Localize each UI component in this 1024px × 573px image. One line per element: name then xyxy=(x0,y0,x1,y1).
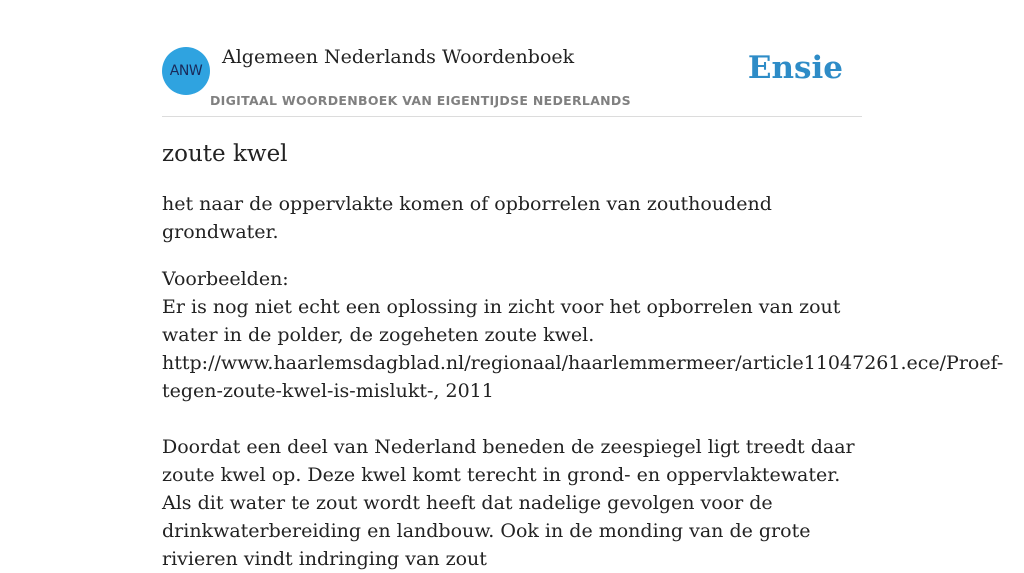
ensie-brand-logo[interactable]: Ensie xyxy=(747,50,843,86)
anw-logo[interactable] xyxy=(162,47,210,95)
example-text: Er is nog niet echt een oplossing in zicht voor het opborrelen van zout water in de polder, de zogeheten zoute kwel. xyxy=(162,296,841,346)
example-text: Doordat een deel van Nederland beneden de zeespiegel ligt treedt daar zoute kwel op. Deze kwel komt terecht in grond- en oppervlaktewater. Als dit water te zout wordt heeft dat nadelige gevolgen voor de drinkwaterbereiding en landbouw. Ook in de monding van de grote rivieren vindt indringing van zout xyxy=(162,436,855,570)
entry-title: zoute kwel xyxy=(162,141,288,167)
entry-definition: het naar de oppervlakte komen of opborrelen van zouthoudend grondwater. xyxy=(162,193,772,243)
site-title[interactable]: Algemeen Nederlands Woordenboek xyxy=(222,46,575,68)
site-subtitle: DIGITAAL WOORDENBOEK VAN EIGENTIJDSE NEDERLANDS xyxy=(210,93,631,108)
logo-text: ANW xyxy=(169,63,203,79)
site-header xyxy=(162,0,862,117)
spacer xyxy=(162,405,862,433)
example-source-url-continued: tegen-zoute-kwel-is-mislukt-, 2011 xyxy=(162,380,494,402)
entry-content xyxy=(162,138,1004,573)
example-source-url[interactable]: http://www.haarlemsdagblad.nl/regionaal/haarlemmermeer/article11047261.ece/Proef- xyxy=(162,352,1004,374)
examples-section xyxy=(162,265,1004,573)
examples-label: Voorbeelden: xyxy=(162,268,289,290)
